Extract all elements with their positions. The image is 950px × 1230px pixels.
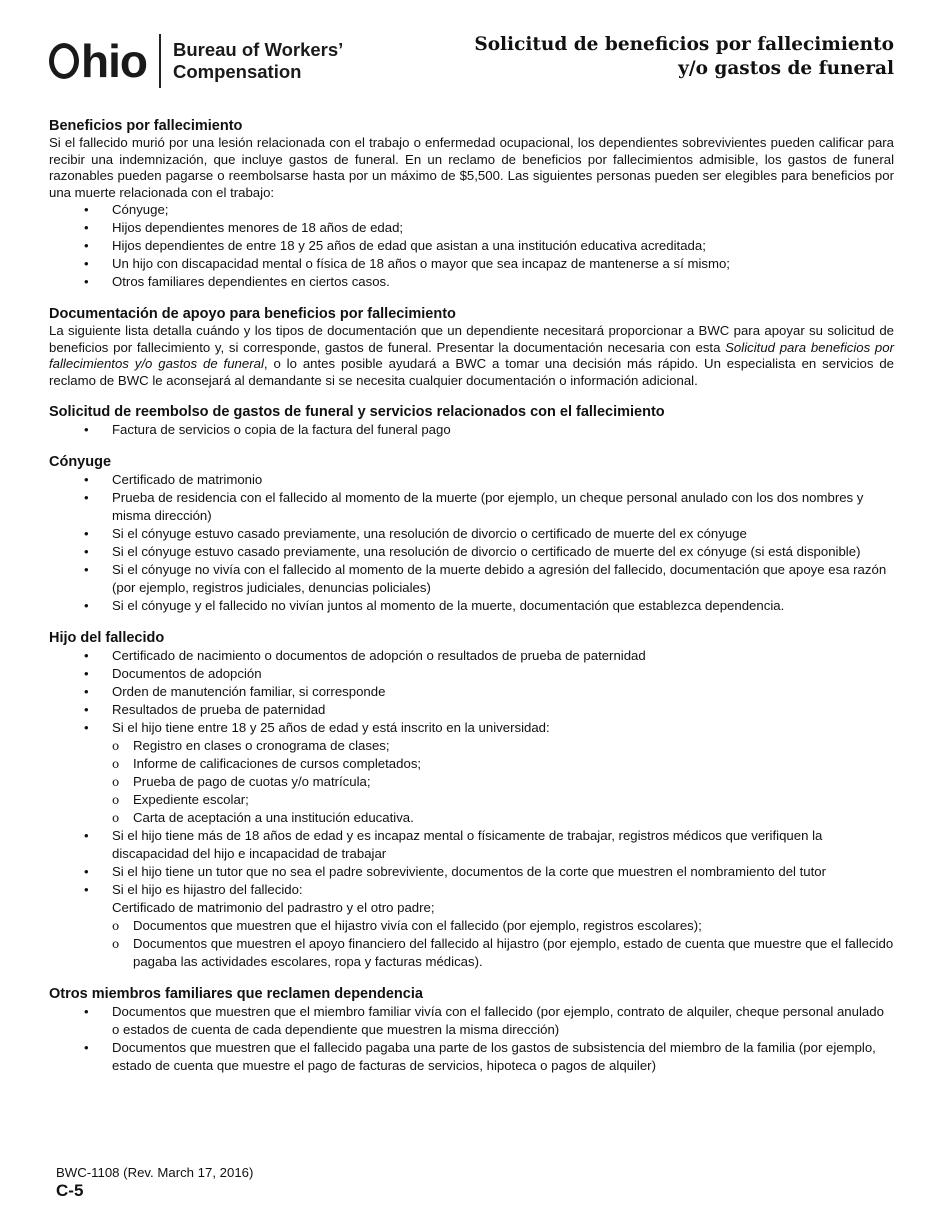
list-item <box>49 561 894 597</box>
list-item-text: Si el hijo tiene más de 18 años de edad y es incapaz mental o físicamente de trabajar, registros médicos que verifiquen la discapacidad del hijo e incapacidad de trabajar <box>112 828 823 861</box>
section-heading: Solicitud de reembolso de gastos de funeral y servicios relacionados con el fallecimiento <box>49 404 665 420</box>
list-item-text: Documentos que muestren el apoyo financiero del fallecido al hijastro (por ejemplo, estado de cuenta que muestre que el fallecido pagaba las actividades escolares, ropa y facturas médicas). <box>133 936 894 969</box>
list-item-text: Otros familiares dependientes en ciertos casos. <box>112 274 390 289</box>
sub-bullet-icon: ο <box>112 919 120 933</box>
bullet-list <box>49 471 894 615</box>
sub-list-item <box>49 935 894 971</box>
section-paragraph <box>49 323 894 389</box>
list-item-text: Si el hijo tiene un tutor que no sea el padre sobreviviente, documentos de la corte que muestren el nombramiento del tutor <box>112 864 827 879</box>
page-footer <box>56 1165 253 1201</box>
list-item-text: Informe de calificaciones de cursos completados; <box>133 756 422 771</box>
list-item-text: Hijos dependientes de entre 18 y 25 años de edad que asistan a una institución educativa acreditada; <box>112 238 706 253</box>
list-item-text: Factura de servicios o copia de la factura del funeral pago <box>112 422 451 437</box>
list-item <box>49 543 894 561</box>
list-item <box>49 881 894 899</box>
list-item-text: Si el cónyuge estuvo casado previamente, una resolución de divorcio o certificado de muerte del ex cónyuge <box>112 526 747 541</box>
document-body <box>49 117 894 1075</box>
section-documentacion <box>49 305 894 389</box>
list-item <box>49 1003 894 1039</box>
bullet-icon: • <box>84 256 89 271</box>
bullet-icon: • <box>84 648 89 663</box>
list-item-text: Orden de manutención familiar, si corresponde <box>112 684 386 699</box>
section-otros <box>49 985 894 1075</box>
sub-list-item <box>49 917 894 935</box>
list-item-text: Prueba de pago de cuotas y/o matrícula; <box>133 774 371 789</box>
ohio-logo-text: hio <box>81 35 147 87</box>
continuation-list <box>49 899 894 917</box>
list-item <box>49 273 894 291</box>
sub-list-item <box>49 791 894 809</box>
sub-list-item <box>49 737 894 755</box>
bullet-icon: • <box>84 1040 89 1055</box>
sub-bullet-icon: ο <box>112 793 120 807</box>
list-item <box>49 665 894 683</box>
list-item-text: Si el hijo tiene entre 18 y 25 años de edad y está inscrito en la universidad: <box>112 720 550 735</box>
list-item <box>49 201 894 219</box>
paragraph-text: , o lo antes posible ayudará a BWC a tomar una decisión más rápido. Un especialista en servicios de reclamo de BWC le aconsejará al demandante si se necesita cualquier documentación o información adicional. <box>49 356 895 388</box>
paragraph-text: La siguiente lista detalla cuándo y los tipos de documentación que un dependiente necesitará proporcionar a BWC para apoyar su solicitud de beneficios por fallecimiento y, si corresponde, gastos de funeral. Presentar la documentación necesaria con esta <box>49 323 894 355</box>
list-item-text: Registro en clases o cronograma de clases; <box>133 738 390 753</box>
title-line-1: Solicitud de beneficios por fallecimiento <box>474 34 894 55</box>
bullet-icon: • <box>84 472 89 487</box>
section-heading: Documentación de apoyo para beneficios por fallecimiento <box>49 306 456 322</box>
list-item-text: Si el cónyuge y el fallecido no vivían juntos al momento de la muerte, documentación que establezca dependencia. <box>112 598 785 613</box>
section-paragraph: Si el fallecido murió por una lesión relacionada con el trabajo o enfermedad ocupacional, los dependientes sobrevivientes pueden calificar para recibir una indemnización, que incluye gastos de funeral. En un reclamo de beneficios por fallecimientos admisible, los gastos de funeral razonables pueden pagarse o reembolsarse hasta por un máximo de $5,500. Las siguientes personas pueden ser elegibles para beneficios por una muerte relacionada con el trabajo: <box>49 135 894 200</box>
bullet-icon: • <box>84 864 89 879</box>
bullet-icon: • <box>84 202 89 217</box>
logo-divider <box>159 34 161 88</box>
bullet-icon: • <box>84 220 89 235</box>
list-item <box>49 827 894 863</box>
bullet-icon: • <box>84 882 89 897</box>
list-item-text: Resultados de prueba de paternidad <box>112 702 326 717</box>
sub-list-item <box>49 773 894 791</box>
ohio-o-icon <box>49 43 79 79</box>
list-item-text: Hijos dependientes menores de 18 años de edad; <box>112 220 404 235</box>
form-number: BWC-1108 (Rev. March 17, 2016) <box>56 1165 254 1180</box>
sub-bullet-icon: ο <box>112 757 120 771</box>
list-item <box>49 701 894 719</box>
section-conyuge <box>49 453 894 615</box>
bullet-icon: • <box>84 490 89 505</box>
page-label: C-5 <box>56 1181 84 1200</box>
list-item-text: Documentos que muestren que el miembro familiar vivía con el fallecido (por ejemplo, contrato de alquiler, cheque personal anulado o estados de cuenta de cada dependiente que muestren la misma dirección) <box>112 1004 884 1037</box>
list-item-text: Si el cónyuge estuvo casado previamente, una resolución de divorcio o certificado de muerte del ex cónyuge (si está disponible) <box>112 544 861 559</box>
bullet-icon: • <box>84 526 89 541</box>
list-item <box>49 863 894 881</box>
list-item <box>49 647 894 665</box>
agency-line-2: Compensation <box>172 61 302 82</box>
bullet-icon: • <box>84 274 89 289</box>
bullet-icon: • <box>84 1004 89 1019</box>
list-item <box>49 1039 894 1075</box>
list-item-text: Certificado de nacimiento o documentos de adopción o resultados de prueba de paternidad <box>112 648 646 663</box>
bullet-icon: • <box>84 666 89 681</box>
section-heading: Cónyuge <box>49 454 112 470</box>
bullet-icon: • <box>84 702 89 717</box>
bullet-icon: • <box>84 684 89 699</box>
bullet-icon: • <box>84 562 89 577</box>
list-item <box>49 719 894 737</box>
list-item <box>49 489 894 525</box>
bullet-list <box>49 827 894 899</box>
bullet-list <box>49 647 894 737</box>
bullet-list <box>49 1003 894 1075</box>
list-item-text: Documentos que muestren que el fallecido pagaba una parte de los gastos de subsistencia del miembro de la familia (por ejemplo, estado de cuenta que muestre el pago de facturas de servicios, hipoteca o pagos de alquiler) <box>112 1040 876 1073</box>
list-item <box>49 597 894 615</box>
list-item-text: Certificado de matrimonio <box>112 472 263 487</box>
list-item-continuation: Certificado de matrimonio del padrastro y el otro padre; <box>112 900 435 915</box>
bullet-list <box>49 201 894 291</box>
bullet-icon: • <box>84 828 89 843</box>
list-item-text: Si el hijo es hijastro del fallecido: <box>112 882 303 897</box>
list-item <box>49 471 894 489</box>
form-name-italic: Solicitud para beneficios por fallecimientos y/o gastos de funeral <box>49 339 894 371</box>
section-reembolso <box>49 403 894 439</box>
list-item-text: Si el cónyuge no vivía con el fallecido al momento de la muerte debido a agresión del fallecido, documentación que apoye esa razón (por ejemplo, registros judiciales, denuncias policiales) <box>112 562 887 595</box>
sub-bullet-icon: ο <box>112 739 120 753</box>
bullet-icon: • <box>84 598 89 613</box>
list-item <box>49 237 894 255</box>
sub-bullet-icon: ο <box>112 811 120 825</box>
bullet-icon: • <box>84 238 89 253</box>
sub-bullet-list <box>49 917 894 971</box>
list-item-text: Expediente escolar; <box>133 792 249 807</box>
sub-list-item <box>49 809 894 827</box>
list-item <box>49 255 894 273</box>
sub-bullet-icon: ο <box>112 937 120 951</box>
list-item-text: Un hijo con discapacidad mental o física de 18 años o mayor que sea incapaz de mantenerse a sí mismo; <box>112 256 730 271</box>
document-title <box>474 33 894 81</box>
section-heading: Otros miembros familiares que reclamen dependencia <box>49 986 423 1002</box>
sub-list-item <box>49 755 894 773</box>
list-item-text: Documentos de adopción <box>112 666 262 681</box>
sub-bullet-icon: ο <box>112 775 120 789</box>
list-item <box>49 421 894 439</box>
bullet-icon: • <box>84 720 89 735</box>
section-hijo <box>49 629 894 971</box>
ohio-wordmark <box>49 32 147 90</box>
sub-bullet-list <box>49 737 894 827</box>
page-header <box>0 0 950 100</box>
section-heading: Beneficios por fallecimiento <box>49 118 243 134</box>
bullet-list <box>49 421 894 439</box>
section-beneficios <box>49 117 894 291</box>
ohio-bwc-logo <box>49 32 343 90</box>
agency-name <box>173 39 343 83</box>
bullet-icon: • <box>84 544 89 559</box>
list-item-text: Cónyuge; <box>112 202 169 217</box>
title-line-2: y/o gastos de funeral <box>678 58 894 79</box>
list-item-text: Prueba de residencia con el fallecido al momento de la muerte (por ejemplo, un cheque personal anulado con los dos nombres y misma dirección) <box>112 490 864 523</box>
list-item-text: Carta de aceptación a una institución educativa. <box>133 810 414 825</box>
list-item <box>49 219 894 237</box>
list-item-text: Documentos que muestren que el hijastro vivía con el fallecido (por ejemplo, registros escolares); <box>133 918 702 933</box>
section-heading: Hijo del fallecido <box>49 630 165 646</box>
bullet-icon: • <box>84 422 89 437</box>
list-item <box>49 525 894 543</box>
list-item <box>49 683 894 701</box>
agency-line-1: Bureau of Workers’ <box>172 39 344 60</box>
